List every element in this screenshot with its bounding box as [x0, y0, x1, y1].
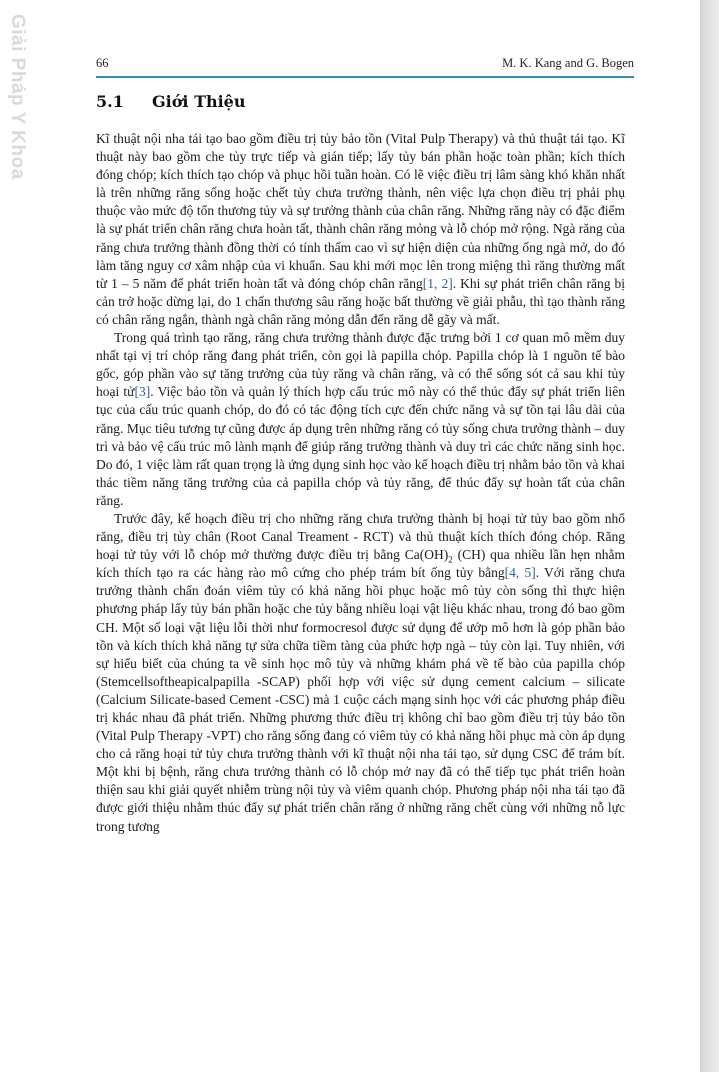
section-heading: [96, 92, 246, 111]
body-paragraph: [96, 510, 625, 836]
citation-link[interactable]: [1, 2]: [422, 275, 453, 291]
text-run: . Với răng chưa trưởng thành chẩn đoán viêm tủy có khả năng hồi phục hoặc mô tủy còn sống thì thực hiện phương pháp lấy tủy bán phần hoặc che tủy bằng nhiều loại vật liệu khác nhau, trong đó bao gồm CH. Một số loại vật liệu lỗi thời như formocresol được sử dụng để ướp mô hơn là góp phần bảo tồn và kích thích khả năng tự sửa chữa tiềm tàng của phức hợp ngà – tủy còn lại. Tuy nhiên, với sự hiểu biết của chúng ta về sinh học mô tủy và những khám phá về tế bào của papilla chóp (Stemcellsoftheapicalpapilla -SCAP) phối hợp với việc sử dụng cement calcium – silicate (Calcium Silicate-based Cement -CSC) mà 1 cuộc cách mạng sinh học với các phương pháp điều trị khác nhau đã phát triển. Những phương thức điều trị không chỉ bao gồm điều trị tủy bảo tồn (Vital Pulp Therapy -VPT) cho răng sống đang có viêm tủy có khả năng hồi phục mà còn áp dụng cho cả răng hoại tử tủy chưa trưởng thành với kĩ thuật nội nha tái tạo, sử dụng CSC để trám bít. Một khi bị bệnh, răng chưa trưởng thành có lỗ chóp mở nay đã có thể tiếp tục phát triển hoàn thiện sau khi giải quyết nhiễm trùng nội tủy và viêm quanh chóp. Phương pháp nội nha tái tạo đã được giới thiệu nhằm thúc đẩy sự phát triển chân răng ở những răng chết cùng với những nỗ lực trong tương: [96, 565, 625, 834]
running-header-authors: M. K. Kang and G. Bogen: [502, 56, 634, 70]
page-number: 66: [96, 56, 109, 70]
text-run: . Việc bảo tồn và quản lý thích hợp cấu trúc mô này có thể thúc đẩy sự phát triển liên tục của cấu trúc quanh chóp, do đó có tác động tích cực đến chức năng và sự tồn tại lâu dài của răng. Mục tiêu tương tự cũng được áp dụng trên những răng có tủy sống chưa trưởng thành – duy trì và bảo vệ cấu trúc mô lành mạnh để giúp răng trưởng thành và duy trì các chức năng sinh học. Do đó, 1 việc làm rất quan trọng là ứng dụng sinh học vào kế hoạch điều trị nhằm bảo tồn và khai thác tiềm năng tăng trưởng của cả papilla chóp và tủy răng, để thúc đẩy sự hoàn tất của chân răng.: [96, 384, 625, 508]
section-title: Giới Thiệu: [152, 92, 246, 111]
text-run: Trước đây, kế hoạch điều trị cho những răng chưa trưởng thành bị hoại tử tủy bao gồm nhổ răng, điều trị tủy chân (Root Canal Treament - RCT) và thủ thuật kích thích đóng chóp. Răng hoại tử tủy với lỗ chóp mở thường được điều trị bằng Ca(OH): [96, 510, 625, 563]
header-rule: [96, 76, 634, 78]
text-run: . Khi sự phát triển chân răng bị cản trở hoặc dừng lại, do 1 chấn thương sâu răng hoặc bất thường về giải phẫu, thì tạo thành răng có chân răng ngắn, thành ngà chân răng mỏng dẫn đến răng dễ gãy và mất.: [96, 275, 625, 327]
section-number: 5.1: [96, 92, 124, 111]
body-text: [96, 130, 625, 836]
text-run: Trong quá trình tạo răng, răng chưa trưởng thành được đặc trưng bởi 1 cơ quan mô mềm duy nhất tại vị trí chóp răng đang phát triển, còn gọi là papilla chóp. Papilla chóp là 1 nguồn tế bào gốc, góp phần vào sự tăng trưởng của tủy răng và chân răng, và có thể sống sót cả sau khi tủy hoại tử: [96, 330, 625, 400]
text-run: (CH) qua nhiều lần hẹn nhằm kích thích tạo ra các hàng rào mô cứng cho phép trám bít ống tủy bằng: [96, 547, 625, 581]
watermark-text: Giải Pháp Y Khoa: [7, 14, 28, 180]
citation-link[interactable]: [3]: [134, 384, 151, 400]
body-paragraph: [96, 329, 625, 510]
citation-link[interactable]: [4, 5]: [504, 565, 536, 581]
viewer-background: [700, 0, 719, 1072]
running-header: [96, 56, 634, 72]
text-run: Kĩ thuật nội nha tái tạo bao gồm điều trị tủy bảo tồn (Vital Pulp Therapy) và thủ thuật tái tạo. Kĩ thuật này bao gồm che tủy trực tiếp và gián tiếp; lấy tủy bán phần hoặc toàn phần; kích thích đóng chóp; kích thích tạo chóp và phục hồi tuần hoàn. Có lẽ việc điều trị lâm sàng khó khăn nhất là trên những răng sống hoặc chết tủy chưa trưởng thành, nên việc lựa chọn điều trị phải phụ thuộc vào mức độ tổn thương tủy và sự trưởng thành của chân răng. Những răng này có đặc điểm là sự phát triển chân răng chưa hoàn tất, thành chân răng mỏng và lỗ chóp mở rộng. Ngà răng của răng chưa trưởng thành đồng thời có tính thấm cao vì sự hiện diện của những ống ngà mở, do đó làm tăng nguy cơ xâm nhập của vi khuẩn. Sau khi mới mọc lên trong miệng thì răng thường mất từ 1 – 5 năm để phát triển hoàn tất và đóng chóp chân răng: [96, 131, 625, 291]
subscript: 2: [448, 554, 453, 565]
body-paragraph: [96, 130, 625, 329]
